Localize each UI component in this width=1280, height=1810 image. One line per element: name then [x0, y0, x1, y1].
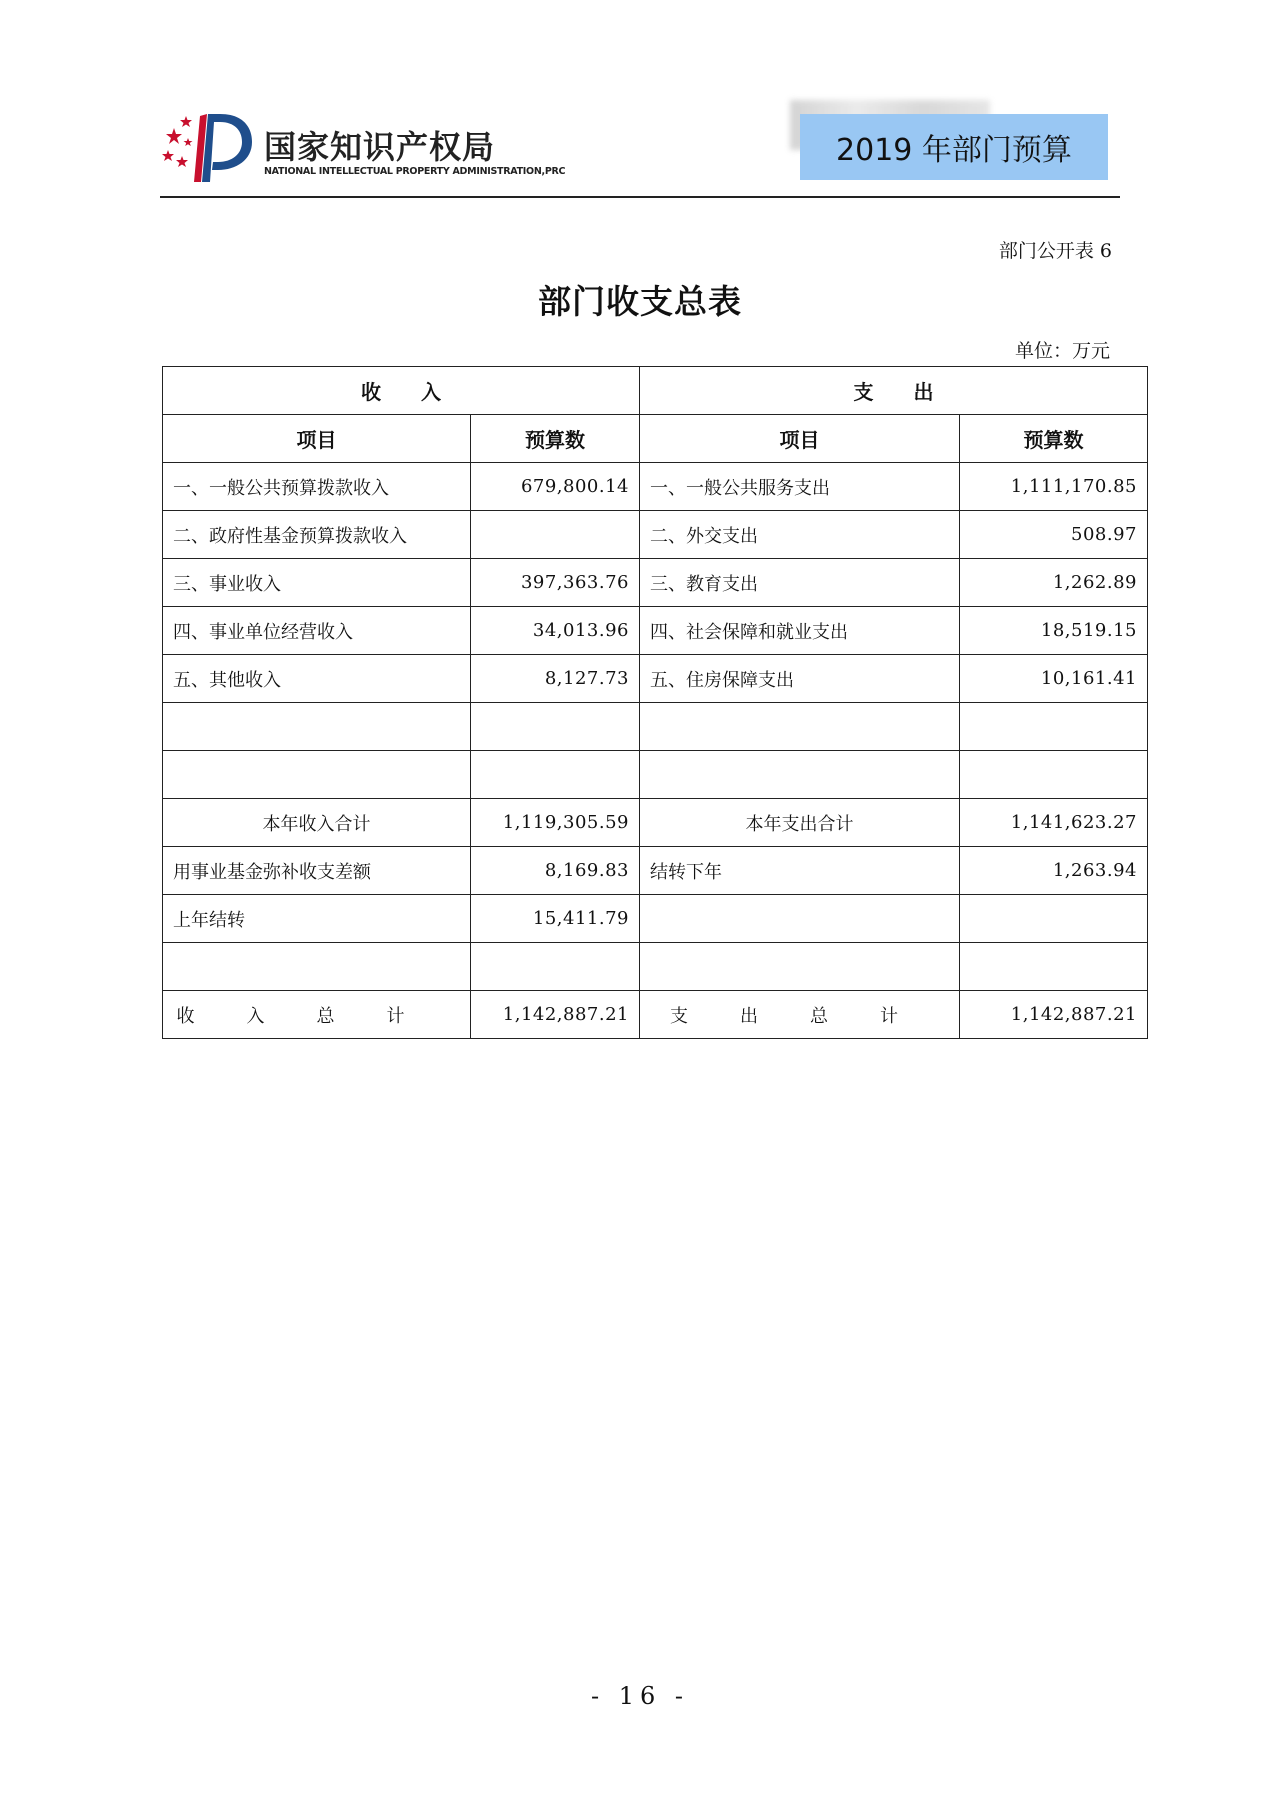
empty-row: [163, 751, 1148, 799]
subtotal-row: [163, 799, 1148, 847]
expense-amount: 1,111,170.85: [960, 463, 1148, 511]
expense-item: 三、教育支出: [640, 559, 960, 607]
table-row: [163, 559, 1148, 607]
expense-amount: 1,262.89: [960, 559, 1148, 607]
income-expense-table: [162, 366, 1148, 1039]
page-header: [160, 100, 1120, 198]
budget-year-badge: 2019 年部门预算: [800, 114, 1108, 180]
table-row: [163, 847, 1148, 895]
table-column-header: [163, 415, 1148, 463]
expense-item: 五、住房保障支出: [640, 655, 960, 703]
table-row: [163, 607, 1148, 655]
expense-amount: 1,263.94: [960, 847, 1148, 895]
org-name-cn: 国家知识产权局: [264, 128, 496, 166]
income-total-amount: 1,142,887.21: [471, 991, 640, 1039]
income-amount: 8,127.73: [471, 655, 640, 703]
income-total-label: 收入总计: [163, 991, 471, 1039]
income-amount: [471, 511, 640, 559]
expense-item-col: 项目: [640, 415, 960, 463]
income-item: 四、事业单位经营收入: [163, 607, 471, 655]
expense-total-label: 支出总计: [640, 991, 960, 1039]
header-divider: [160, 196, 1120, 198]
empty-row: [163, 703, 1148, 751]
expense-header: 支 出: [640, 367, 1148, 415]
income-subtotal-amount: 1,119,305.59: [471, 799, 640, 847]
income-amount: 34,013.96: [471, 607, 640, 655]
table-row: [163, 895, 1148, 943]
expense-subtotal-amount: 1,141,623.27: [960, 799, 1148, 847]
income-amount: 397,363.76: [471, 559, 640, 607]
expense-amount-col: 预算数: [960, 415, 1148, 463]
expense-amount: 508.97: [960, 511, 1148, 559]
expense-amount: 10,161.41: [960, 655, 1148, 703]
expense-item: 四、社会保障和就业支出: [640, 607, 960, 655]
empty-row: [163, 943, 1148, 991]
income-item-col: 项目: [163, 415, 471, 463]
org-name-en: NATIONAL INTELLECTUAL PROPERTY ADMINISTRATION,PRC: [264, 166, 566, 177]
income-item: 一、一般公共预算拨款收入: [163, 463, 471, 511]
income-subtotal-label: 本年收入合计: [163, 799, 471, 847]
income-amount-col: 预算数: [471, 415, 640, 463]
income-item: 上年结转: [163, 895, 471, 943]
expense-item: 二、外交支出: [640, 511, 960, 559]
expense-item: [640, 895, 960, 943]
income-item: 二、政府性基金预算拨款收入: [163, 511, 471, 559]
table-row: [163, 511, 1148, 559]
expense-subtotal-label: 本年支出合计: [640, 799, 960, 847]
expense-amount: 18,519.15: [960, 607, 1148, 655]
income-amount: 15,411.79: [471, 895, 640, 943]
income-amount: 679,800.14: [471, 463, 640, 511]
table-number: 部门公开表 6: [998, 240, 1112, 262]
logo-icon: [160, 108, 260, 188]
table-section-header: [163, 367, 1148, 415]
page-title: 部门收支总表: [538, 282, 742, 321]
unit-label: 单位：万元: [1014, 340, 1110, 362]
income-item: 三、事业收入: [163, 559, 471, 607]
table-row: [163, 655, 1148, 703]
total-row: [163, 991, 1148, 1039]
page-number: - 16 -: [590, 1682, 689, 1710]
income-amount: 8,169.83: [471, 847, 640, 895]
expense-amount: [960, 895, 1148, 943]
income-header: 收 入: [163, 367, 640, 415]
expense-item: 结转下年: [640, 847, 960, 895]
income-item: 五、其他收入: [163, 655, 471, 703]
table-row: [163, 463, 1148, 511]
expense-total-amount: 1,142,887.21: [960, 991, 1148, 1039]
income-item: 用事业基金弥补收支差额: [163, 847, 471, 895]
expense-item: 一、一般公共服务支出: [640, 463, 960, 511]
